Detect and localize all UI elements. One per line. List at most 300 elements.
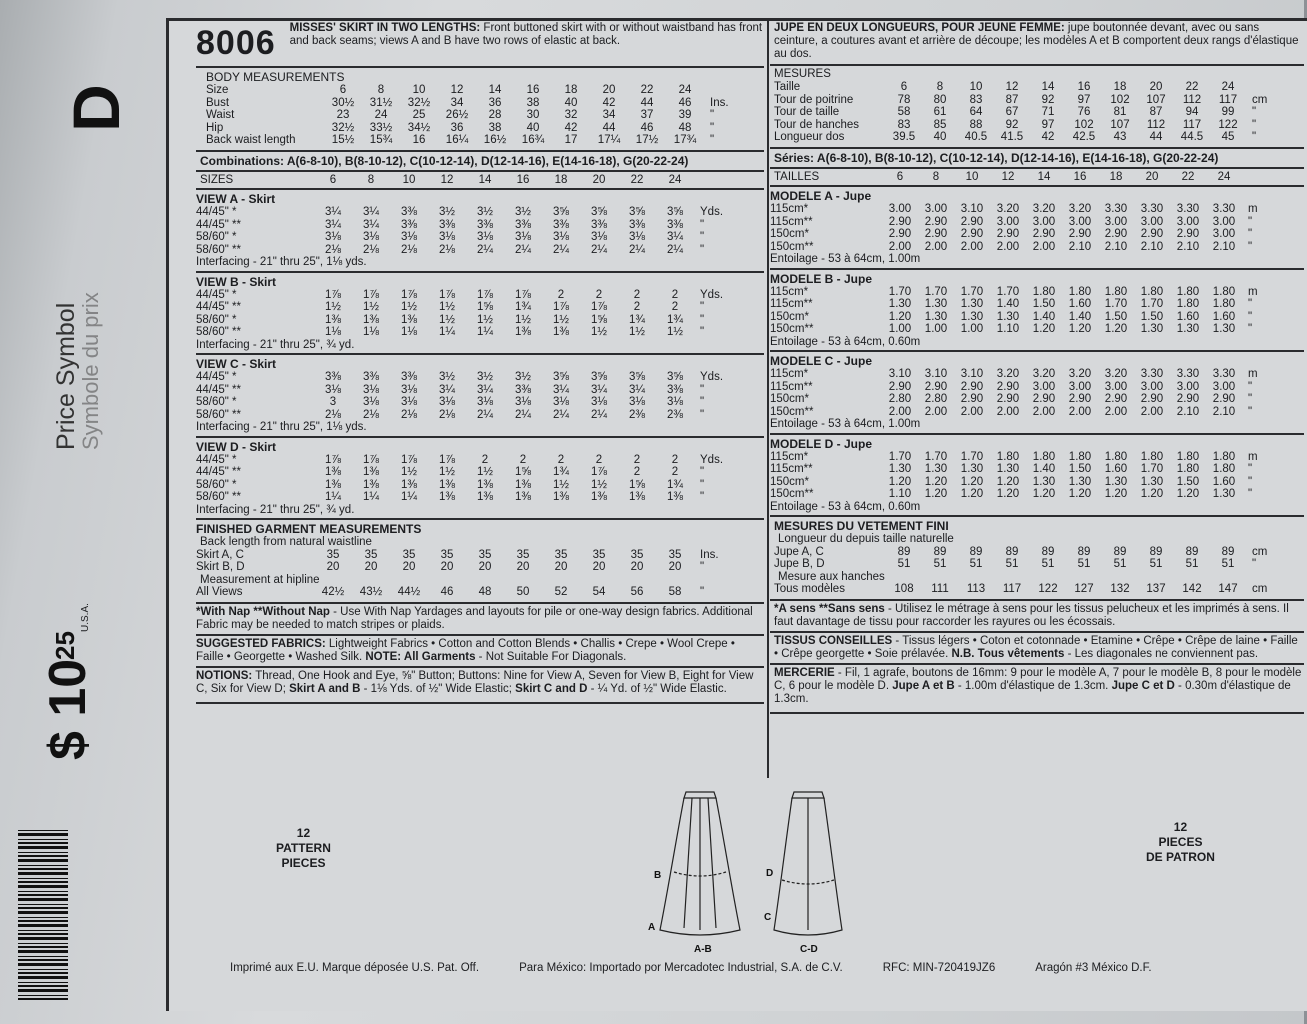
table-cell: 35 [516, 548, 530, 561]
table-cell: 2⅛ [439, 243, 455, 256]
row-unit: " [700, 301, 705, 313]
table-cell: 1¾ [553, 466, 569, 478]
finished-measurements-fr [770, 517, 1304, 601]
body-measurements [196, 68, 764, 152]
table-cell: 3.20 [1068, 203, 1092, 215]
table-cell: 3 [329, 396, 337, 408]
table-cell: 1½ [363, 301, 379, 313]
table-cell: 2.90 [1068, 393, 1092, 405]
view-title: VIEW A - Skirt [196, 192, 276, 206]
notions-fr [770, 665, 1304, 714]
table-cell: 2 [595, 453, 603, 466]
table-cell: 61 [933, 106, 947, 118]
table-cell: 1⅜ [553, 326, 569, 338]
table-cell: 1⅝ [591, 313, 607, 326]
table-cell: 1⅛ [325, 326, 341, 338]
table-cell: 2 [671, 466, 679, 478]
row-label: 150cm** [770, 240, 814, 253]
table-cell: 3⅛ [401, 383, 417, 396]
table-cell: 6 [900, 81, 908, 93]
table-cell: 122 [1038, 583, 1058, 595]
finished-subtitle: Back length from natural waistline [200, 536, 372, 548]
table-cell: 137 [1146, 583, 1166, 595]
table-cell: 2.90 [1140, 228, 1164, 240]
table-cell: 2¼ [591, 408, 607, 421]
yardage-row [196, 206, 764, 219]
table-cell: 3.30 [1212, 203, 1236, 215]
view-title: MODELE D - Jupe [770, 436, 873, 451]
table-cell: 3⅛ [629, 396, 645, 408]
table-cell: 113 [966, 583, 986, 595]
row-unit: " [710, 134, 715, 146]
table-cell: 2.90 [996, 228, 1020, 240]
currency-note: U.S.A. [80, 603, 91, 632]
finished-measurements [196, 520, 764, 604]
measurement-row [774, 119, 1304, 132]
nap-title-fr: *A sens **Sans sens [774, 602, 885, 615]
table-cell: 1.50 [1104, 310, 1128, 323]
table-cell: 2⅛ [363, 408, 379, 421]
table-cell: 12 [1001, 170, 1015, 183]
table-cell: 142 [1182, 583, 1202, 595]
table-cell: 117 [1002, 583, 1022, 595]
table-cell: 8 [936, 81, 944, 93]
table-cell: 1⅜ [629, 491, 645, 503]
table-cell: 1.20 [924, 475, 948, 488]
notions-skirt-ab: Skirt A and B [289, 682, 361, 695]
table-cell: 78 [897, 93, 911, 106]
french-column [770, 22, 1304, 714]
table-cell: 3⅝ [667, 371, 683, 383]
table-cell: 2¼ [515, 243, 531, 256]
interfacing-note: Entoilage - 53 à 64cm, 0.60m [770, 335, 921, 348]
notions-jupe-ab: Jupe A et B [892, 679, 955, 692]
yardage-row [196, 289, 764, 302]
table-cell: 1½ [439, 301, 455, 313]
table-cell: 37 [640, 109, 654, 121]
nap-text-fr: - Utilisez le métrage à sens pour les tissus pelucheux et les imprimés à sens. Il faut davantage de tissu pour raccorder les rayures ou les écossais. [774, 602, 1289, 628]
table-cell: 14 [1037, 170, 1051, 183]
row-label: 44/45" ** [196, 383, 242, 396]
table-cell: 127 [1074, 583, 1094, 595]
table-cell: 1.70 [924, 450, 948, 463]
table-cell: 1.80 [1176, 298, 1200, 310]
table-cell: 111 [931, 583, 949, 595]
table-cell: 1.30 [960, 463, 984, 475]
table-cell: 2 [633, 301, 641, 313]
table-cell: 2.00 [1104, 405, 1128, 418]
table-cell: 3⅜ [325, 371, 341, 383]
row-label: 44/45" ** [196, 301, 242, 313]
pieces-word-2-fr: DE PATRON [1146, 850, 1215, 864]
measurement-row [206, 97, 764, 110]
row-label: 150cm** [770, 323, 814, 335]
table-cell: 1.40 [1032, 310, 1056, 323]
table-cell: 1.20 [1176, 488, 1200, 500]
table-cell: 2.00 [924, 240, 948, 253]
table-cell: 2.90 [1176, 228, 1200, 240]
table-cell: 1.20 [1140, 488, 1164, 500]
table-cell: 3.20 [1032, 368, 1056, 380]
table-cell: 1½ [591, 478, 607, 491]
table-cell: 3⅝ [667, 206, 683, 218]
table-cell: 51 [1005, 558, 1019, 570]
footer-address: Aragón #3 México D.F. [1035, 962, 1152, 974]
table-cell: 1.70 [996, 285, 1020, 298]
table-cell: 83 [897, 118, 911, 131]
pieces-word-1: PATTERN [276, 841, 331, 855]
table-cell: 2 [633, 288, 641, 301]
table-cell: 44 [1149, 131, 1163, 143]
nap-note [196, 604, 764, 636]
table-cell: 2.00 [1032, 405, 1056, 418]
table-cell: 36 [450, 121, 464, 134]
table-cell: 51 [1077, 558, 1091, 570]
row-label: 150cm* [770, 310, 809, 323]
table-cell: 3.00 [1176, 380, 1200, 393]
table-cell: 1⅞ [325, 288, 341, 301]
table-cell: 3.00 [1212, 215, 1236, 228]
barcode [18, 830, 68, 1000]
row-label: 58/60" * [196, 478, 237, 491]
table-cell: 85 [933, 118, 947, 131]
table-cell: 6 [329, 173, 337, 186]
row-unit: " [700, 218, 705, 231]
table-cell: 51 [969, 558, 983, 570]
table-cell: 2⅛ [401, 243, 417, 256]
table-cell: 1.60 [1068, 298, 1092, 310]
row-unit: " [710, 109, 715, 121]
row-unit: " [700, 561, 705, 573]
table-cell: 44.5 [1180, 131, 1204, 143]
measurement-row [774, 94, 1304, 107]
fabrics-title: SUGGESTED FABRICS: [196, 637, 326, 650]
table-cell: 3.00 [1212, 228, 1236, 240]
table-cell: 28 [488, 109, 502, 121]
row-label: TAILLES [774, 170, 820, 183]
row-unit: m [1248, 203, 1258, 215]
row-label: Tous modèles [774, 583, 845, 595]
price-symbol-label-fr: Symbole du prix [78, 292, 103, 450]
table-cell: 2.10 [1212, 405, 1236, 418]
table-cell: 43½ [359, 586, 383, 598]
table-cell: 16 [1077, 81, 1091, 93]
table-cell: 1⅞ [439, 288, 455, 301]
table-cell: 38 [488, 121, 502, 134]
table-cell: 22 [1185, 81, 1199, 93]
table-cell: 99 [1221, 106, 1235, 118]
table-cell: 1.80 [1212, 285, 1236, 298]
yardage-row [770, 406, 1304, 419]
view-yardage-block [770, 270, 1304, 353]
row-unit: " [1248, 463, 1253, 475]
table-cell: 1⅞ [363, 453, 379, 466]
table-cell: 81 [1113, 106, 1127, 118]
table-cell: 35 [668, 548, 682, 561]
table-cell: 51 [1149, 558, 1163, 570]
table-cell: 2.00 [996, 405, 1020, 418]
table-cell: 1⅞ [553, 301, 569, 313]
table-cell: 1¾ [515, 301, 531, 313]
pattern-letter: D [58, 84, 133, 132]
table-cell: 22 [630, 173, 644, 186]
description-text-fr: jupe boutonnée devant, avec ou sans ceinture, a coutures avant et arrière de découpe; les modèles A et B comportent deux rangs d'élastique au dos. [774, 22, 1299, 60]
table-cell: 17¼ [597, 134, 621, 146]
footer-mexico-import: Para México: Importado por Mercadotec Industrial, S.A. de C.V. [519, 962, 843, 974]
table-cell: 94 [1185, 106, 1199, 118]
table-cell: 1⅞ [363, 288, 379, 301]
fabrics-note-title: NOTE: All Garments [365, 650, 476, 663]
table-cell: 2¼ [591, 243, 607, 256]
row-label: Waist [206, 109, 235, 121]
table-cell: 2.90 [1212, 393, 1236, 405]
table-cell: 1⅛ [363, 326, 379, 338]
finished-row [196, 549, 764, 562]
table-cell: 1⅜ [515, 326, 531, 338]
fabrics-text: Lightweight Fabrics • Cotton and Cotton Blends • Challis • Crepe • Wool Crepe • Faille • Georgette • Washed Silk. [196, 637, 735, 663]
table-cell: 10 [402, 173, 416, 186]
row-label: 58/60" * [196, 313, 237, 326]
table-cell: 1½ [553, 478, 569, 491]
table-cell: 2¼ [667, 243, 683, 256]
table-cell: 2.00 [888, 240, 912, 253]
table-cell: 18 [1113, 81, 1127, 93]
table-cell: 26½ [445, 109, 469, 121]
table-cell: 20 [592, 561, 606, 573]
table-cell: 2.00 [924, 405, 948, 418]
table-cell: 51 [1113, 558, 1127, 570]
table-cell: 92 [1041, 93, 1055, 106]
row-label: 115cm* [770, 285, 809, 298]
table-cell: 1⅜ [325, 313, 341, 326]
table-cell: 1½ [667, 326, 683, 338]
table-cell: 2.90 [960, 393, 984, 405]
table-cell: 2 [671, 301, 679, 313]
row-label: 44/45" * [196, 453, 237, 466]
table-cell: 58 [668, 586, 682, 598]
pattern-number: 8006 [196, 24, 276, 62]
measurement-row [774, 106, 1304, 119]
table-cell: 1.60 [1212, 475, 1236, 488]
table-cell: 3⅜ [553, 218, 569, 231]
table-cell: 1.80 [1212, 450, 1236, 463]
table-cell: 3¼ [477, 383, 493, 396]
yardage-row [770, 368, 1304, 381]
nap-text: - Use With Nap Yardages and layouts for pile or one-way design fabrics. Additional Fabric may be needed to match stripes or plaids. [196, 605, 753, 631]
table-cell: 3.20 [996, 368, 1020, 380]
row-label: 58/60" * [196, 396, 237, 408]
table-cell: 3⅜ [477, 218, 493, 231]
notions [196, 668, 764, 704]
fabrics-note-fr: - Les diagonales ne conviennent pas. [1064, 647, 1259, 660]
table-cell: 2¼ [553, 408, 569, 421]
table-cell: 42 [564, 121, 578, 134]
table-cell: 3.20 [1032, 203, 1056, 215]
table-cell: 1⅜ [401, 478, 417, 491]
yardage-row [196, 409, 764, 422]
price-symbol-label: Price Symbol [52, 302, 80, 450]
table-cell: 2.90 [1032, 228, 1056, 240]
table-cell: 1.70 [888, 450, 912, 463]
notions-text-2: - 1⅛ Yds. of ½" Wide Elastic; [360, 682, 516, 695]
table-cell: 3.00 [1140, 380, 1164, 393]
table-cell: 2.00 [888, 405, 912, 418]
table-cell: 3.10 [924, 368, 948, 380]
table-cell: 35 [554, 548, 568, 561]
table-cell: 3⅝ [553, 371, 569, 383]
table-cell: 3½ [477, 206, 493, 218]
table-cell: 1.30 [996, 463, 1020, 475]
table-cell: 1⅜ [591, 491, 607, 503]
skirt-line-drawings [648, 780, 874, 958]
yardage-row [196, 479, 764, 492]
table-cell: 14 [478, 173, 492, 186]
notions-jupe-cd: Jupe C et D [1111, 679, 1175, 692]
measurement-row [774, 131, 1304, 144]
table-cell: 40 [526, 121, 540, 134]
table-cell: 1½ [477, 313, 493, 326]
row-unit: " [1248, 380, 1253, 393]
table-cell: 3⅝ [591, 371, 607, 383]
table-cell: 51 [897, 558, 911, 570]
table-cell: 3.00 [888, 203, 912, 215]
table-cell: 64 [969, 106, 983, 118]
row-unit: " [700, 326, 705, 338]
table-cell: 1.80 [1140, 450, 1164, 463]
yardage-row [770, 323, 1304, 336]
table-cell: 108 [894, 583, 914, 595]
table-cell: 40.5 [964, 131, 988, 143]
table-cell: 1½ [591, 326, 607, 338]
notions-text: Thread, One Hook and Eye, ⅝" Button; Buttons: Nine for View A, Seven for View B, Eight for View C, Six for View D; [196, 669, 754, 695]
table-cell: 1.30 [888, 463, 912, 475]
table-cell: 1.50 [1032, 298, 1056, 310]
table-cell: 40 [564, 96, 578, 109]
table-cell: 43 [1113, 131, 1127, 143]
finished-title: FINISHED GARMENT MEASUREMENTS [196, 522, 422, 536]
table-cell: 1.60 [1212, 310, 1236, 323]
table-cell: 1.70 [888, 285, 912, 298]
table-cell: 3⅝ [629, 371, 645, 383]
table-cell: 1.80 [1176, 463, 1200, 475]
notions-text-3-fr: - 0.30m d'élastique de 1.3cm. [774, 679, 1291, 705]
table-cell: 1.80 [1068, 285, 1092, 298]
table-cell: 132 [1110, 583, 1130, 595]
table-cell: 2¼ [477, 408, 493, 421]
yardage-row [770, 228, 1304, 241]
table-cell: 20 [440, 561, 454, 573]
table-cell: 80 [933, 93, 947, 106]
table-cell: 87 [1149, 106, 1163, 118]
row-unit: " [1248, 405, 1253, 418]
table-cell: 1.80 [1032, 450, 1056, 463]
yardage-row [196, 326, 764, 339]
table-cell: 2.00 [1068, 405, 1092, 418]
measurement-row [206, 134, 764, 147]
table-cell: 1⅜ [401, 313, 417, 326]
table-cell: 24 [1221, 81, 1235, 93]
row-unit: Ins. [700, 548, 719, 561]
table-cell: 1¼ [401, 491, 417, 503]
table-cell: 2.90 [888, 228, 912, 240]
table-cell: 20 [516, 561, 530, 573]
finished-subtitle: Longueur du depuis taille naturelle [778, 533, 954, 545]
table-cell: 2.90 [1104, 228, 1128, 240]
table-cell: 3.00 [996, 215, 1020, 228]
table-cell: 3¼ [629, 383, 645, 396]
table-cell: 3⅝ [553, 206, 569, 218]
view-yardage-block [196, 438, 764, 521]
table-cell: 16 [526, 84, 540, 96]
table-cell: 89 [1185, 545, 1199, 558]
table-cell: 20 [592, 173, 606, 186]
table-cell: 1⅜ [439, 478, 455, 491]
yardage-row [196, 491, 764, 504]
table-cell: 1⅞ [591, 466, 607, 478]
finished-row [774, 546, 1304, 559]
table-cell: 2.10 [1212, 240, 1236, 253]
yardage-row [196, 301, 764, 314]
suggested-fabrics [196, 636, 764, 668]
table-cell: 3⅛ [667, 396, 683, 408]
row-unit: " [1248, 298, 1253, 310]
view-mark-d: D [766, 868, 774, 879]
table-cell: 3⅛ [439, 396, 455, 408]
table-cell: 42½ [321, 586, 345, 598]
nap-note-fr [770, 601, 1304, 633]
table-cell: 1⅜ [363, 313, 379, 326]
table-cell: 2⅛ [325, 408, 341, 421]
interfacing-note: Interfacing - 21" thru 25", 1⅛ yds. [196, 256, 367, 268]
table-cell: 35 [630, 548, 644, 561]
table-cell: 2.90 [924, 215, 948, 228]
table-cell: 42 [602, 96, 616, 109]
row-unit: " [1248, 488, 1253, 500]
table-cell: 1.30 [888, 298, 912, 310]
table-cell: 1⅜ [667, 491, 683, 503]
row-label: 115cm** [770, 463, 813, 475]
table-cell: 1¾ [629, 313, 645, 326]
table-cell: 112 [1182, 93, 1202, 106]
table-cell: 44 [640, 96, 654, 109]
table-cell: 20 [668, 561, 682, 573]
table-cell: 1.70 [960, 450, 984, 463]
row-unit: " [1248, 310, 1253, 323]
yardage-row [770, 298, 1304, 311]
table-cell: 102 [1110, 93, 1130, 106]
notions-text-3: - ¼ Yd. of ½" Wide Elastic. [587, 682, 727, 695]
table-cell: 1⅜ [363, 478, 379, 491]
table-cell: 45 [1221, 131, 1235, 143]
yardage-row [196, 219, 764, 232]
table-cell: 2.90 [1140, 393, 1164, 405]
table-cell: 1.80 [1176, 285, 1200, 298]
table-cell: 1.20 [924, 488, 948, 500]
table-cell: 40 [933, 131, 947, 143]
table-cell: 1⅜ [363, 466, 379, 478]
table-cell: 1.20 [996, 488, 1020, 500]
table-cell: 17½ [635, 134, 659, 146]
table-cell: 1.80 [1212, 298, 1236, 310]
table-cell: 42 [1041, 131, 1055, 143]
table-cell: 35 [402, 548, 416, 561]
table-cell: 3⅜ [515, 383, 531, 396]
pieces-count: 12 [296, 826, 311, 840]
table-cell: 1.10 [888, 488, 912, 500]
row-unit: " [700, 408, 705, 421]
table-cell: 2¼ [477, 243, 493, 256]
table-cell: 2⅛ [325, 243, 341, 256]
